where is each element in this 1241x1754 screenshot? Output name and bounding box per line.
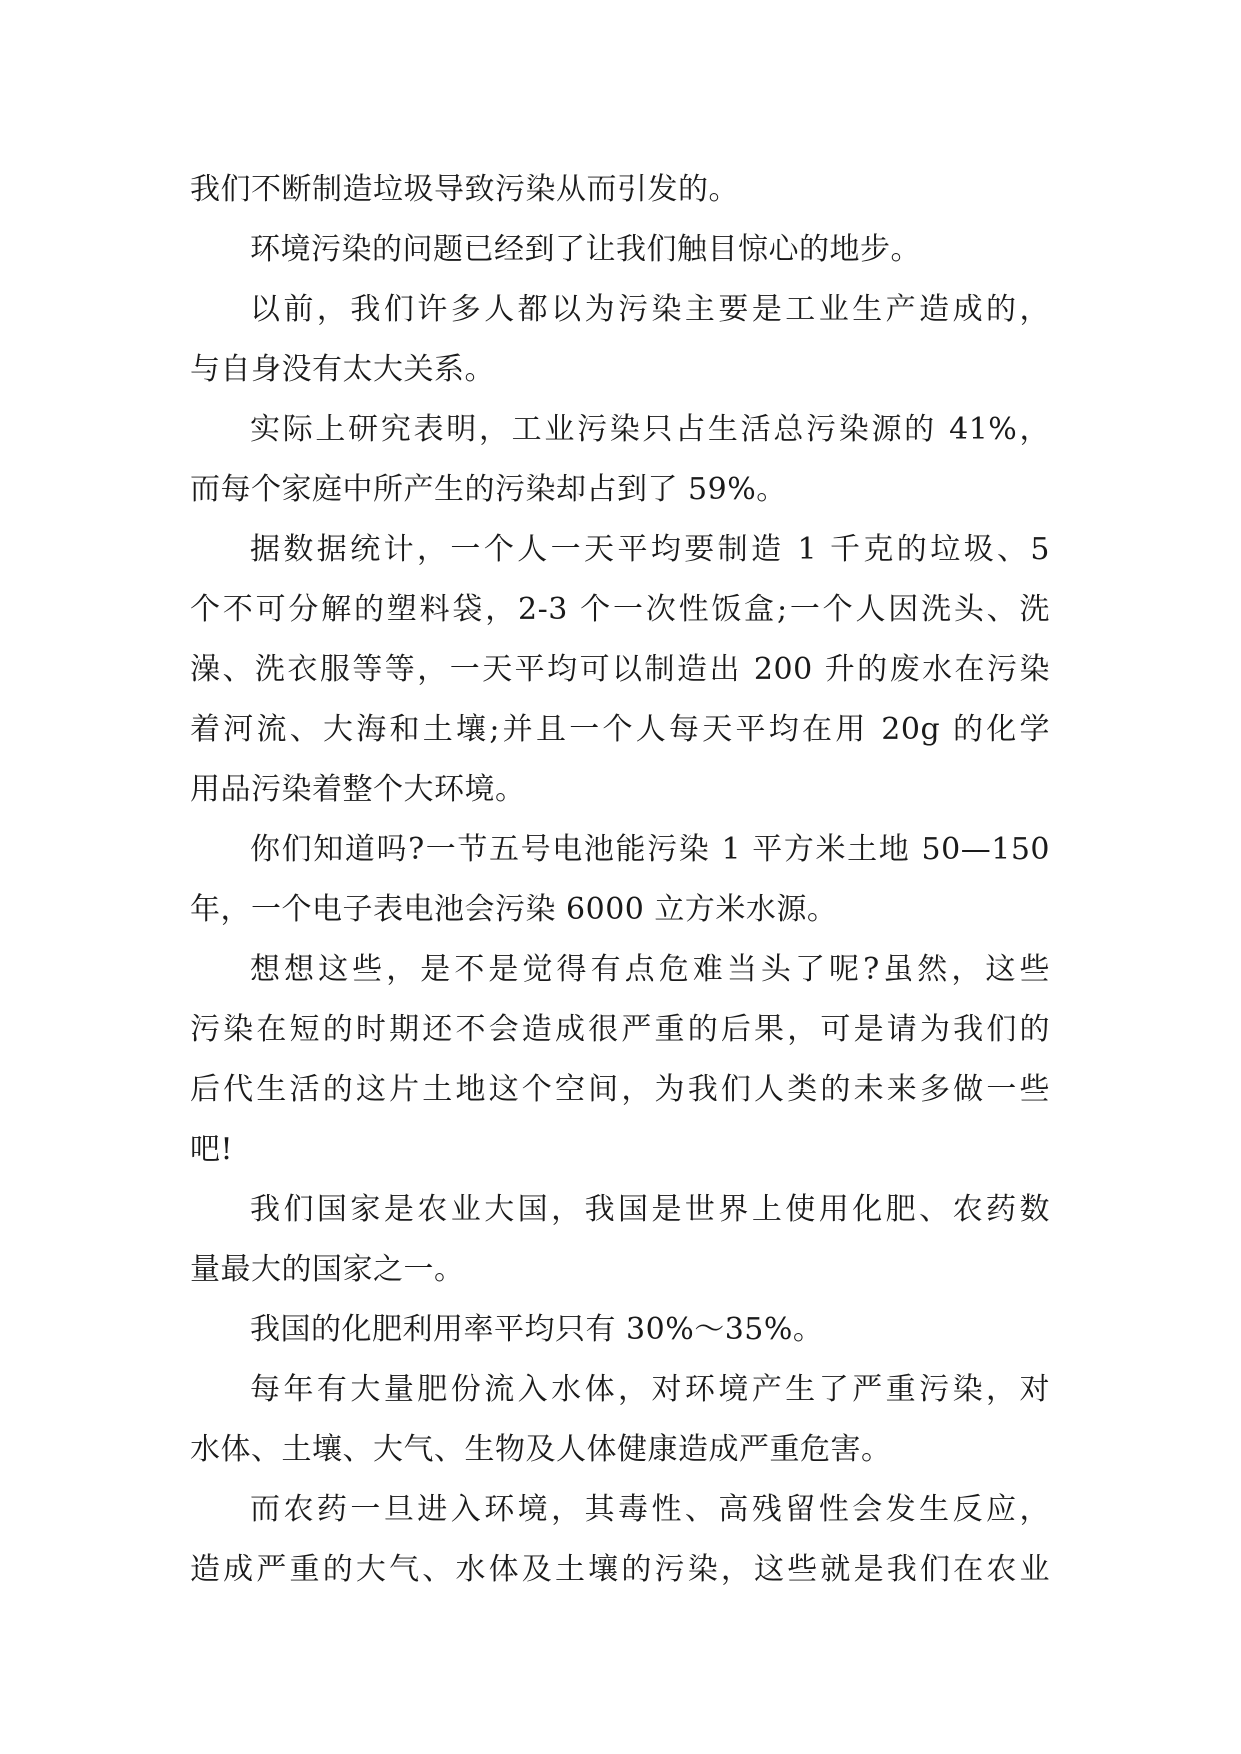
text-line: 以前，我们许多人都以为污染主要是工业生产造成的，: [250, 292, 1050, 327]
text-line: 而农药一旦进入环境，其毒性、高残留性会发生反应，: [250, 1492, 1050, 1527]
text-line: 想想这些，是不是觉得有点危难当头了呢?虽然，这些: [250, 952, 1050, 987]
text-line: 每年有大量肥份流入水体，对环境产生了严重污染，对: [250, 1372, 1050, 1407]
text-line: 年，一个电子表电池会污染 6000 立方米水源。: [190, 892, 838, 927]
text-line: 我们不断制造垃圾导致污染从而引发的。: [190, 172, 739, 207]
text-line: 与自身没有太大关系。: [190, 352, 495, 387]
text-line: 我国的化肥利用率平均只有 30%～35%。: [250, 1312, 824, 1347]
text-line: 量最大的国家之一。: [190, 1252, 465, 1287]
document-body: [190, 160, 1050, 1600]
text-line: 实际上研究表明，工业污染只占生活总污染源的 41%，: [250, 412, 1050, 447]
text-line: 你们知道吗?一节五号电池能污染 1 平方米土地 50—150: [250, 832, 1050, 867]
text-line: 据数据统计，一个人一天平均要制造 1 千克的垃圾、5: [250, 532, 1050, 567]
text-line: 着河流、大海和土壤;并且一个人每天平均在用 20g 的化学: [190, 712, 1050, 747]
text-line: 我们国家是农业大国，我国是世界上使用化肥、农药数: [250, 1192, 1050, 1227]
text-line: 个不可分解的塑料袋，2-3 个一次性饭盒;一个人因洗头、洗: [190, 592, 1050, 627]
text-line: 而每个家庭中所产生的污染却占到了 59%。: [190, 472, 787, 507]
text-line: 环境污染的问题已经到了让我们触目惊心的地步。: [250, 232, 921, 267]
text-line: 水体、土壤、大气、生物及人体健康造成严重危害。: [190, 1432, 892, 1467]
text-line: 后代生活的这片土地这个空间，为我们人类的未来多做一些: [190, 1072, 1050, 1107]
text-line: 吧!: [190, 1132, 234, 1167]
text-line: 污染在短的时期还不会造成很严重的后果，可是请为我们的: [190, 1012, 1050, 1047]
text-line: 澡、洗衣服等等，一天平均可以制造出 200 升的废水在污染: [190, 652, 1050, 687]
text-line: 造成严重的大气、水体及土壤的污染，这些就是我们在农业: [190, 1552, 1050, 1587]
text-line: 用品污染着整个大环境。: [190, 772, 526, 807]
